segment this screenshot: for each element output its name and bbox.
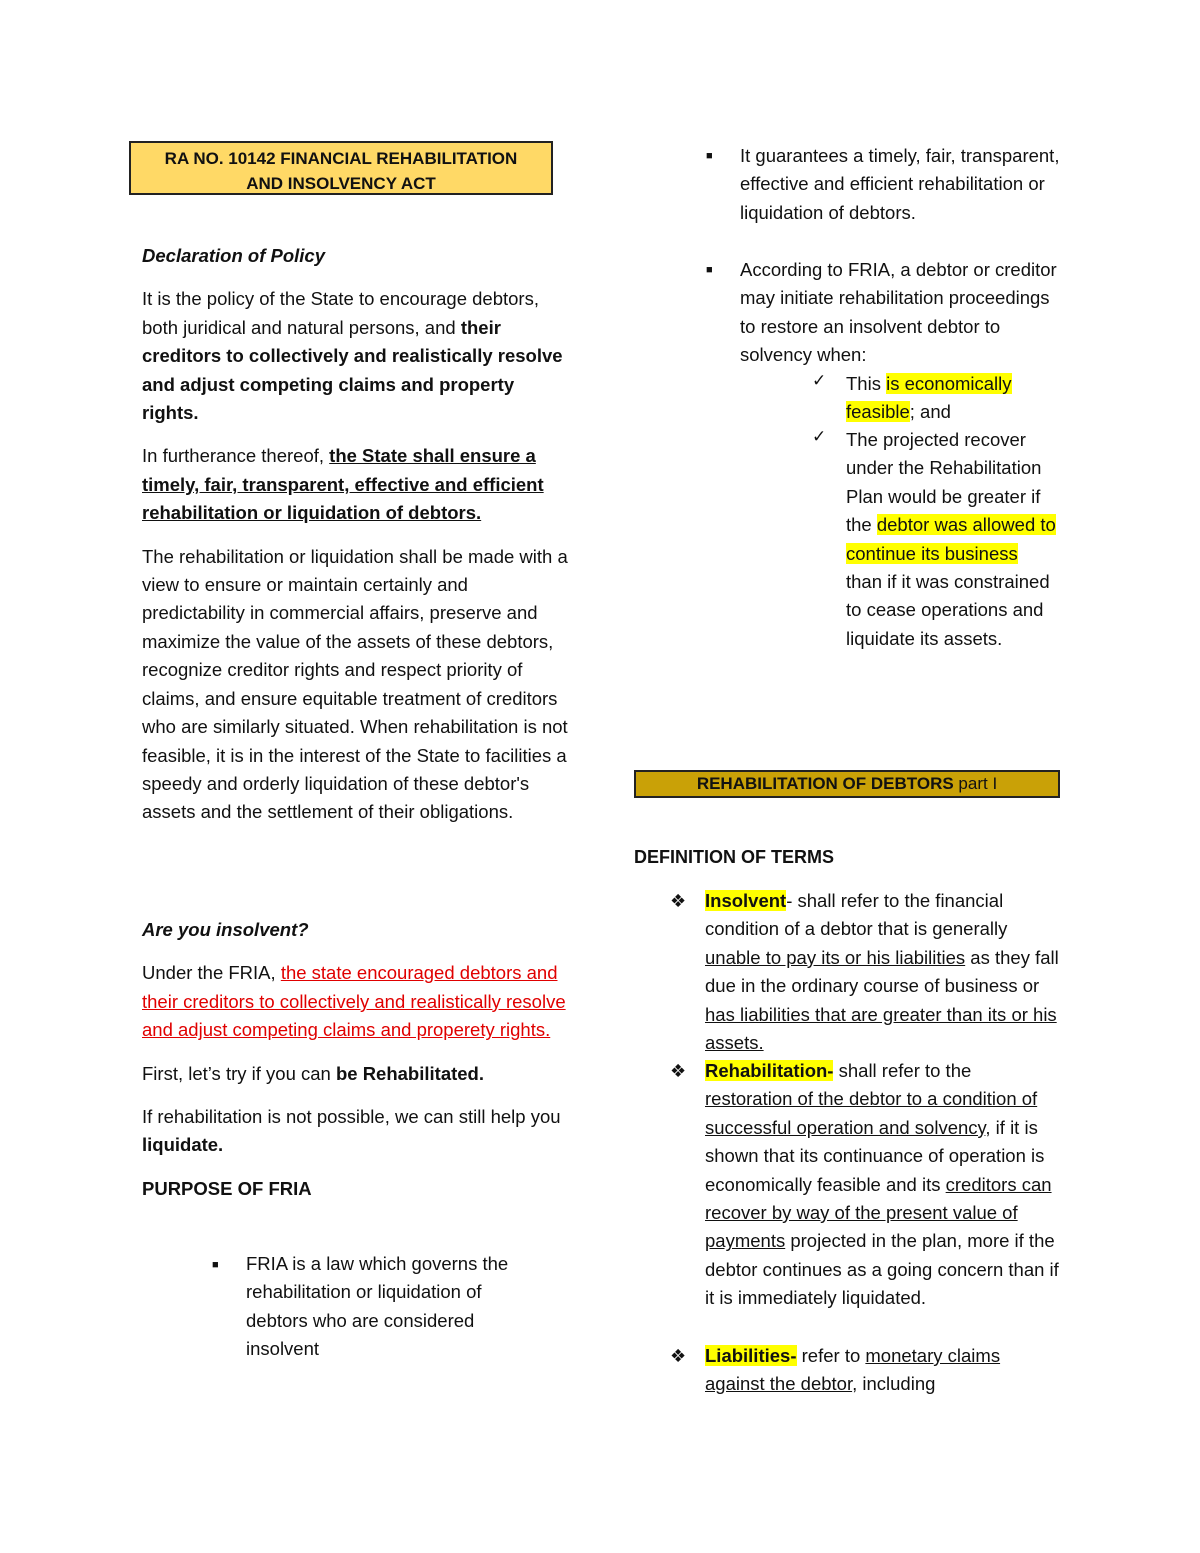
definition-rehabilitation [705, 1057, 1060, 1313]
check1-text: This [846, 373, 887, 394]
check2-highlight: debtor was allowed to continue its business [846, 514, 1056, 564]
liab-def-u1: monetary claims against the debtor [705, 1345, 1001, 1395]
purpose-bullet-2: It guarantees a timely, fair, transparent, effective and efficient rehabilitation or liquidation of debtors. [740, 145, 1060, 223]
declaration-paragraph-3: The rehabilitation or liquidation shall be made with a view to ensure or maintain certainly and predictability in commercial affairs, preserve and maximize the value of the assets of these debtors, recognize creditor rights and respect priority of claims, and ensure equitable treatment of creditors who are similarly situated. When rehabilitation is not feasible, it is in the interest of the State to facilities a speedy and orderly liquidation of these debtor's assets and the settlement of their obligations. [142, 545, 568, 823]
title-line-2: AND INSOLVENCY ACT [246, 174, 436, 193]
insolvent-p3-bold: liquidate. [142, 1134, 224, 1156]
check1-tail: ; and [909, 401, 951, 423]
term-rehabilitation: Rehabilitation- [705, 1060, 834, 1081]
checkmark-icon: ✓ [812, 371, 827, 390]
rehab-def-b: , if it is shown that its continuance of operation is economically feasible and its [705, 1116, 1045, 1195]
section-title-bold: REHABILITATION OF DEBTORS [696, 774, 954, 793]
insolvent-def-b: as they fall due in the ordinary course of business or [705, 946, 1059, 997]
rehab-def-u2: creditors can recover by way of the present value of payments [705, 1173, 1052, 1252]
insolvent-section [142, 916, 572, 1203]
document-title-box [129, 141, 553, 195]
insolvent-p1-red: the state encouraged debtors and their creditors to collectively and realistically resolve and adjust competing claims and properety rights. [142, 962, 566, 1041]
insolvent-def-a: - shall refer to the financial condition of a debtor that is generally [705, 890, 1008, 940]
purpose-heading: PURPOSE OF FRIA [142, 1177, 312, 1199]
check2-text: The projected recover under the Rehabilitation Plan would be greater if the [846, 429, 1042, 536]
rehab-def-a: shall refer to the [833, 1060, 972, 1081]
checkmark-icon: ✓ [812, 427, 827, 446]
declaration-paragraph-2 [142, 442, 572, 527]
declaration-p1-text: It is the policy of the State to encourage debtors, both juridical and natural persons, and [142, 288, 539, 338]
diamond-bullet-icon: ❖ [670, 1061, 687, 1081]
square-bullet-icon: ■ [706, 264, 713, 276]
declaration-p2-text: In furtherance thereof, [142, 445, 330, 467]
insolvent-paragraph-1 [142, 959, 572, 1044]
check2-tail: than if it was constrained to cease operations and liquidate its assets. [846, 571, 1050, 649]
declaration-heading: Declaration of Policy [142, 245, 325, 266]
rehab-def-u1: restoration of the debtor to a condition of successful operation and solvency [705, 1088, 1038, 1138]
insolvent-heading: Are you insolvent? [142, 919, 309, 940]
insolvent-paragraph-2 [142, 1060, 572, 1088]
section-title-rest: part I [953, 774, 998, 793]
square-bullet-icon: ■ [706, 150, 713, 162]
check-item-2 [846, 426, 1056, 653]
insolvent-p2-text: First, let’s try if you can [142, 1062, 336, 1084]
declaration-section [142, 242, 572, 827]
definitions-heading: DEFINITION OF TERMS [634, 847, 834, 867]
purpose-bullet-1: FRIA is a law which governs the rehabilitation or liquidation of debtors who are considered insolvent [246, 1253, 509, 1360]
insolvent-paragraph-3 [142, 1103, 572, 1160]
insolvent-def-u1: unable to pay its or his liabilities [705, 946, 966, 968]
diamond-bullet-icon: ❖ [670, 891, 687, 911]
term-liabilities: Liabilities- [705, 1345, 797, 1366]
insolvent-p3-text: If rehabilitation is not possible, we can still help you [142, 1106, 561, 1128]
section-title-box [634, 770, 1060, 798]
insolvent-p2-bold: be Rehabilitated. [335, 1062, 484, 1084]
diamond-bullet-icon: ❖ [670, 1346, 687, 1366]
rehab-def-c: projected in the plan, more if the debtor continues as a going concern than if it is immediately liquidated. [705, 1230, 1059, 1309]
liab-def-b: , including [852, 1373, 936, 1395]
insolvent-def-u2: has liabilities that are greater than its or his assets. [705, 1003, 1057, 1054]
title-line-1: RA NO. 10142 FINANCIAL REHABILITATION [164, 149, 518, 168]
liab-def-a: refer to [796, 1345, 866, 1366]
declaration-p2-bold: the State shall ensure a timely, fair, transparent, effective and efficient rehabilitation or liquidation of debtors. [142, 445, 544, 524]
check-item-1 [846, 370, 1046, 427]
definition-insolvent [705, 887, 1060, 1057]
definition-liabilities [705, 1342, 1045, 1399]
declaration-paragraph-1 [142, 285, 572, 427]
insolvent-p1-text: Under the FRIA, [142, 962, 281, 984]
term-insolvent: Insolvent [705, 890, 787, 911]
check1-highlight: is economically feasible [846, 373, 1012, 423]
square-bullet-icon: ■ [212, 1259, 219, 1271]
declaration-p1-bold: their creditors to collectively and realistically resolve and adjust competing claims and property rights. [142, 316, 563, 424]
purpose-bullet-3: According to FRIA, a debtor or creditor may initiate rehabilitation proceedings to restore an insolvent debtor to solvency when: [740, 259, 1057, 366]
